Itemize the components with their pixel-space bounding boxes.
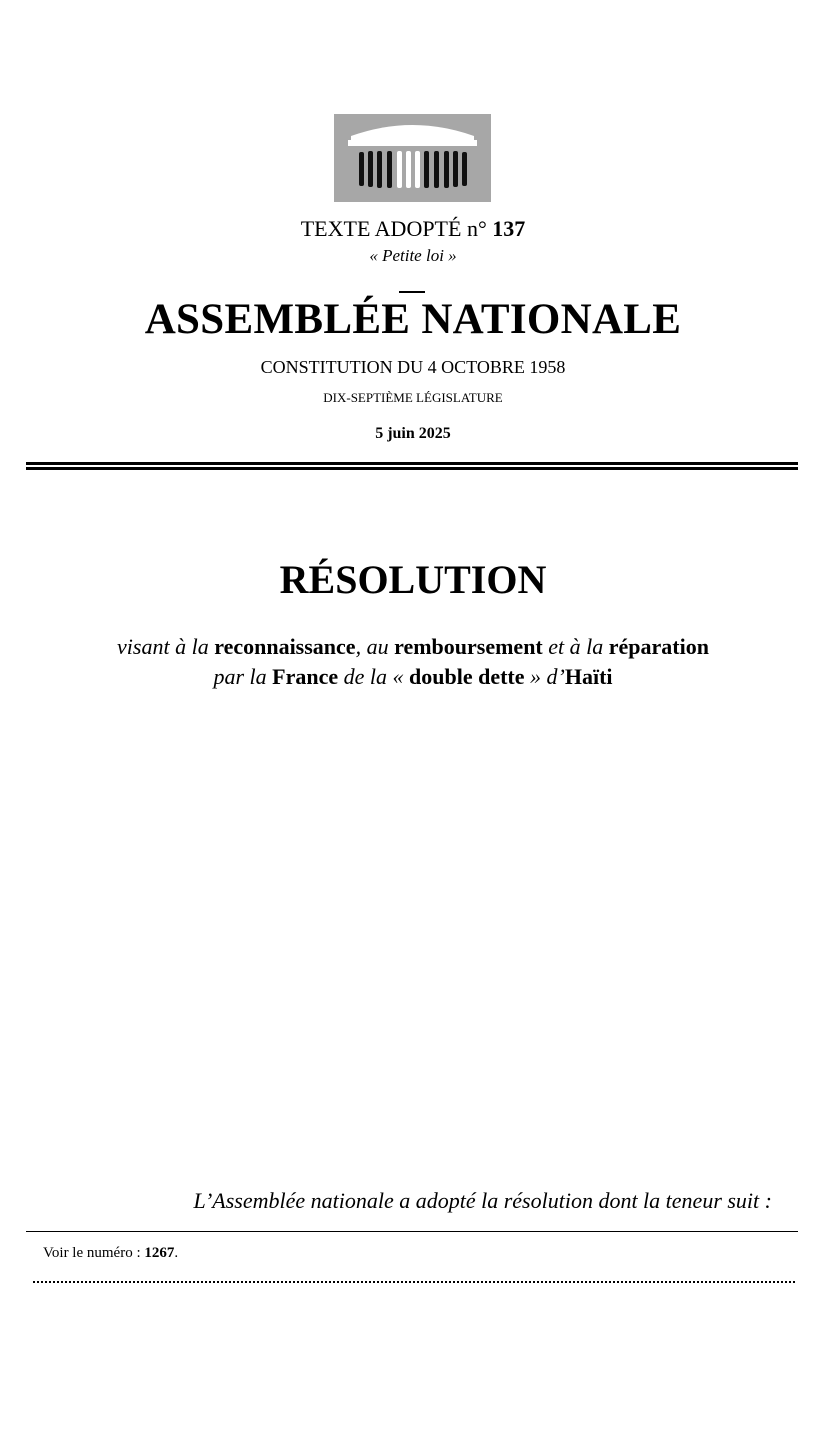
subtitle-line2-run-4: » d’ <box>524 664 565 689</box>
subtitle-line2-run-2: de la « <box>338 664 410 689</box>
adoption-statement: L’Assemblée nationale a adopté la résolution dont la teneur suit : <box>193 1188 772 1213</box>
resolution-subtitle <box>0 632 826 692</box>
texte-adopte-line <box>0 216 826 242</box>
constitution-line: CONSTITUTION DU 4 OCTOBRE 1958 <box>260 357 566 377</box>
subtitle-line2-run-3: double dette <box>409 664 525 689</box>
institution-title: ASSEMBLÉE NATIONALE <box>144 296 682 343</box>
subtitle-line2-run-0: par la <box>213 664 273 689</box>
double-rule-bottom <box>26 467 798 470</box>
subtitle-line-2 <box>0 662 826 692</box>
subtitle-line-1 <box>0 632 826 662</box>
voir-numero-note <box>43 1245 178 1262</box>
texte-adopte-number: 137 <box>492 216 526 241</box>
voir-suffix: . <box>174 1245 179 1261</box>
subtitle-line1-run-5: réparation <box>608 634 709 659</box>
subtitle-line2-run-5: Haïti <box>564 664 613 689</box>
petite-loi-label: « Petite loi » <box>369 246 457 265</box>
legislature-line: DIX-SEPTIÈME LÉGISLATURE <box>323 390 503 405</box>
subtitle-line1-run-1: reconnaissance <box>214 634 356 659</box>
subtitle-line1-run-2: , au <box>355 634 395 659</box>
voir-number: 1267 <box>144 1245 175 1261</box>
subtitle-line1-run-3: remboursement <box>394 634 543 659</box>
separator-dash <box>399 291 425 293</box>
footnote-rule <box>26 1231 798 1232</box>
texte-adopte-prefix: TEXTE ADOPTÉ n° <box>300 216 487 241</box>
subtitle-line1-run-0: visant à la <box>117 634 215 659</box>
resolution-title: RÉSOLUTION <box>279 557 547 602</box>
subtitle-line1-run-4: et à la <box>542 634 609 659</box>
subtitle-line2-run-1: France <box>272 664 339 689</box>
double-rule-top <box>26 462 798 465</box>
document-date: 5 juin 2025 <box>375 425 451 442</box>
assemblee-nationale-logo <box>334 114 491 202</box>
voir-prefix: Voir le numéro : <box>43 1245 141 1261</box>
dotted-rule <box>33 1281 795 1283</box>
